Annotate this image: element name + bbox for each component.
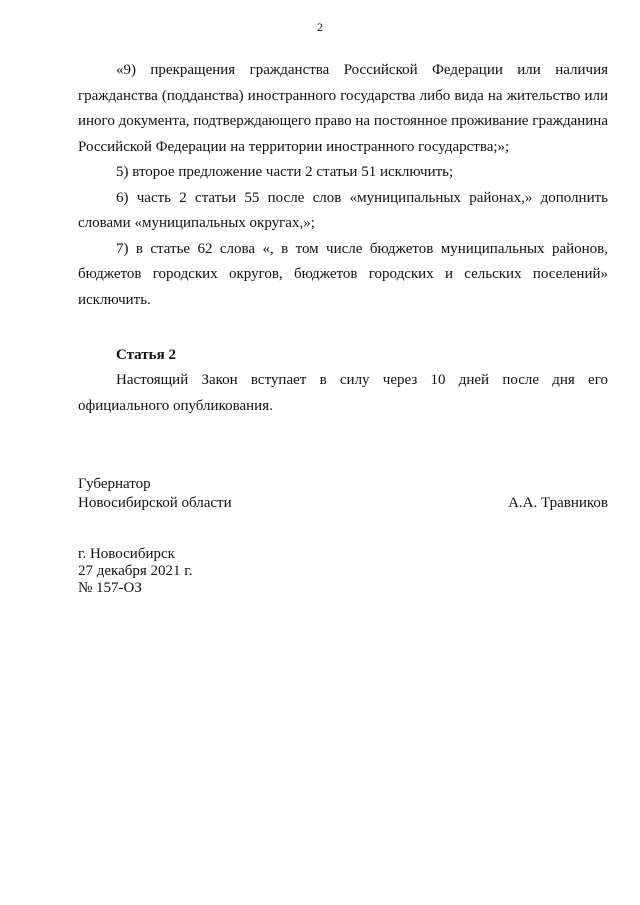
article-2-heading: Статья 2: [116, 347, 176, 363]
amendment-paragraph-5: 5) второе предложение части 2 статьи 51 исключить;: [116, 164, 454, 180]
article-2-body: [78, 368, 608, 419]
amendment-paragraph-7: 7) в статье 62 слова «, в том числе бюджетов муниципальных районов, бюджетов городских округов, бюджетов городских и сельских поселений» исключить.: [78, 240, 608, 308]
amendment-paragraph-9: «9) прекращения гражданства Российской Федерации или наличия гражданства (подданства) иностранного государства либо вида на жительство или иного документа, подтверждающего право на постоянное проживание гражданина Российской Федерации на территории иностранного государства;»;: [78, 62, 608, 155]
signer-title-line2: Новосибирской области: [78, 495, 232, 511]
signer-name: А.А. Травников: [508, 495, 608, 511]
signer-row: [78, 494, 608, 513]
document-city: г. Новосибирск: [78, 546, 175, 562]
page-number: 2: [317, 20, 323, 34]
document-details: [78, 546, 193, 597]
document-number: № 157-ОЗ: [78, 580, 142, 596]
amendment-paragraph-6: 6) часть 2 статьи 55 после слов «муниципальных районах,» дополнить словами «муниципальных округах,»;: [78, 189, 608, 231]
amendments-list: [78, 58, 608, 313]
article-2-text: Настоящий Закон вступает в силу через 10 дней после дня его официального опубликования.: [78, 372, 608, 414]
document-date: 27 декабря 2021 г.: [78, 563, 193, 579]
signer-title-line1: Губернатор: [78, 476, 151, 492]
signature-block: [78, 475, 608, 513]
